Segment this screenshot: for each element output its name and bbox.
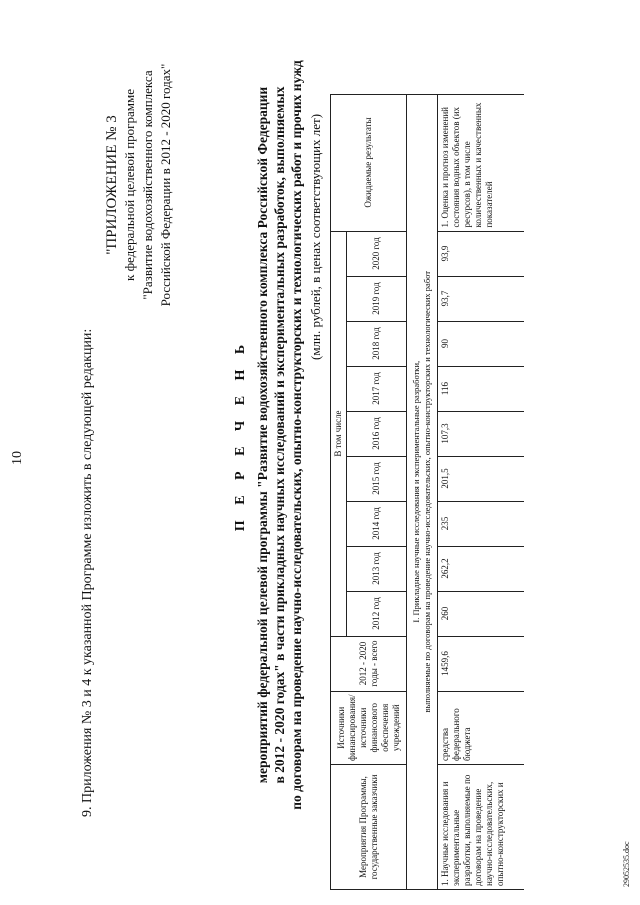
header-year-2013: 2013 год — [347, 546, 407, 591]
header-measures: Мероприятия Программы, государственные заказчики — [331, 765, 407, 890]
measures-table — [330, 94, 524, 890]
header-including: В том числе — [331, 231, 347, 636]
appendix-line-2: к федеральной целевой программе — [122, 89, 137, 281]
row-result: 1. Оценка и прогноз изменений состояния водных объектов (их ресурсов), в том числе количественных и качественных показателей — [438, 94, 524, 231]
row-value-2019: 93,7 — [438, 276, 524, 321]
title-line-1: мероприятий федеральной целевой программы "Развитие водохозяйственного комплекса Российской Федерации — [255, 86, 270, 784]
appendix-line-4: Российской Федерации в 2012 - 2020 годах" — [158, 63, 173, 307]
title-line-3: по договорам на проведение научно-исследовательских, опытно-конструкторских и технологических работ и прочих нужд — [289, 60, 304, 810]
section-line-2: выполняемые по договорам на проведение научно-исследовательских, опытно-конструкторских и технологических работ — [422, 270, 432, 713]
appendix-line-1: "ПРИЛОЖЕНИЕ № 3 — [104, 115, 120, 255]
appendix-line-3: "Развитие водохозяйственного комплекса — [140, 70, 155, 300]
row-value-2013: 262,2 — [438, 546, 524, 591]
row-value-2017: 116 — [438, 366, 524, 411]
row-value-2015: 201,5 — [438, 456, 524, 501]
row-value-2012: 260 — [438, 591, 524, 636]
page-number: 10 — [10, 451, 25, 465]
title-block — [232, 35, 305, 835]
row-total: 1459,6 — [438, 636, 524, 691]
header-sources: Источники финансирования/ источники финансового обеспечения учреждений — [331, 691, 407, 764]
table-row — [438, 94, 524, 889]
section-heading — [407, 94, 438, 889]
header-year-2016: 2016 год — [347, 411, 407, 456]
header-year-2018: 2018 год — [347, 321, 407, 366]
header-year-2014: 2014 год — [347, 501, 407, 546]
row-source: средства федерального бюджета — [438, 691, 524, 764]
header-year-2015: 2015 год — [347, 456, 407, 501]
header-results: Ожидаемые результаты — [331, 94, 407, 231]
instruction-text: 9. Приложения № 3 и 4 к указанной Программе изложить в следующей редакции: — [80, 328, 95, 817]
title-line-2: в 2012 - 2020 годах" в части прикладных научных исследований и экспериментальных разработок, выполняемых — [272, 86, 287, 784]
row-value-2020: 93,9 — [438, 231, 524, 276]
header-year-2012: 2012 год — [347, 591, 407, 636]
title-heading: П Е Р Е Ч Е Н Ь — [233, 338, 248, 532]
appendix-block — [103, 25, 175, 345]
header-year-2020: 2020 год — [347, 231, 407, 276]
row-value-2018: 90 — [438, 321, 524, 366]
header-year-2019: 2019 год — [347, 276, 407, 321]
header-year-2017: 2017 год — [347, 366, 407, 411]
row-value-2014: 235 — [438, 501, 524, 546]
header-total: 2012 - 2020 годы - всего — [331, 636, 407, 691]
units-note: (млн. рублей, в ценах соответствующих лет) — [308, 113, 323, 360]
row-measure: 1. Научные исследования и экспериментальные разработки, выполняемые по договорам на проведение научно-исследовательских, опытно-конструкторских и — [438, 765, 524, 890]
row-value-2016: 107,3 — [438, 411, 524, 456]
section-line-1: I. Прикладные научные исследования и экспериментальные разработки, — [411, 360, 421, 623]
document-id: 29052535.doc — [622, 841, 631, 887]
